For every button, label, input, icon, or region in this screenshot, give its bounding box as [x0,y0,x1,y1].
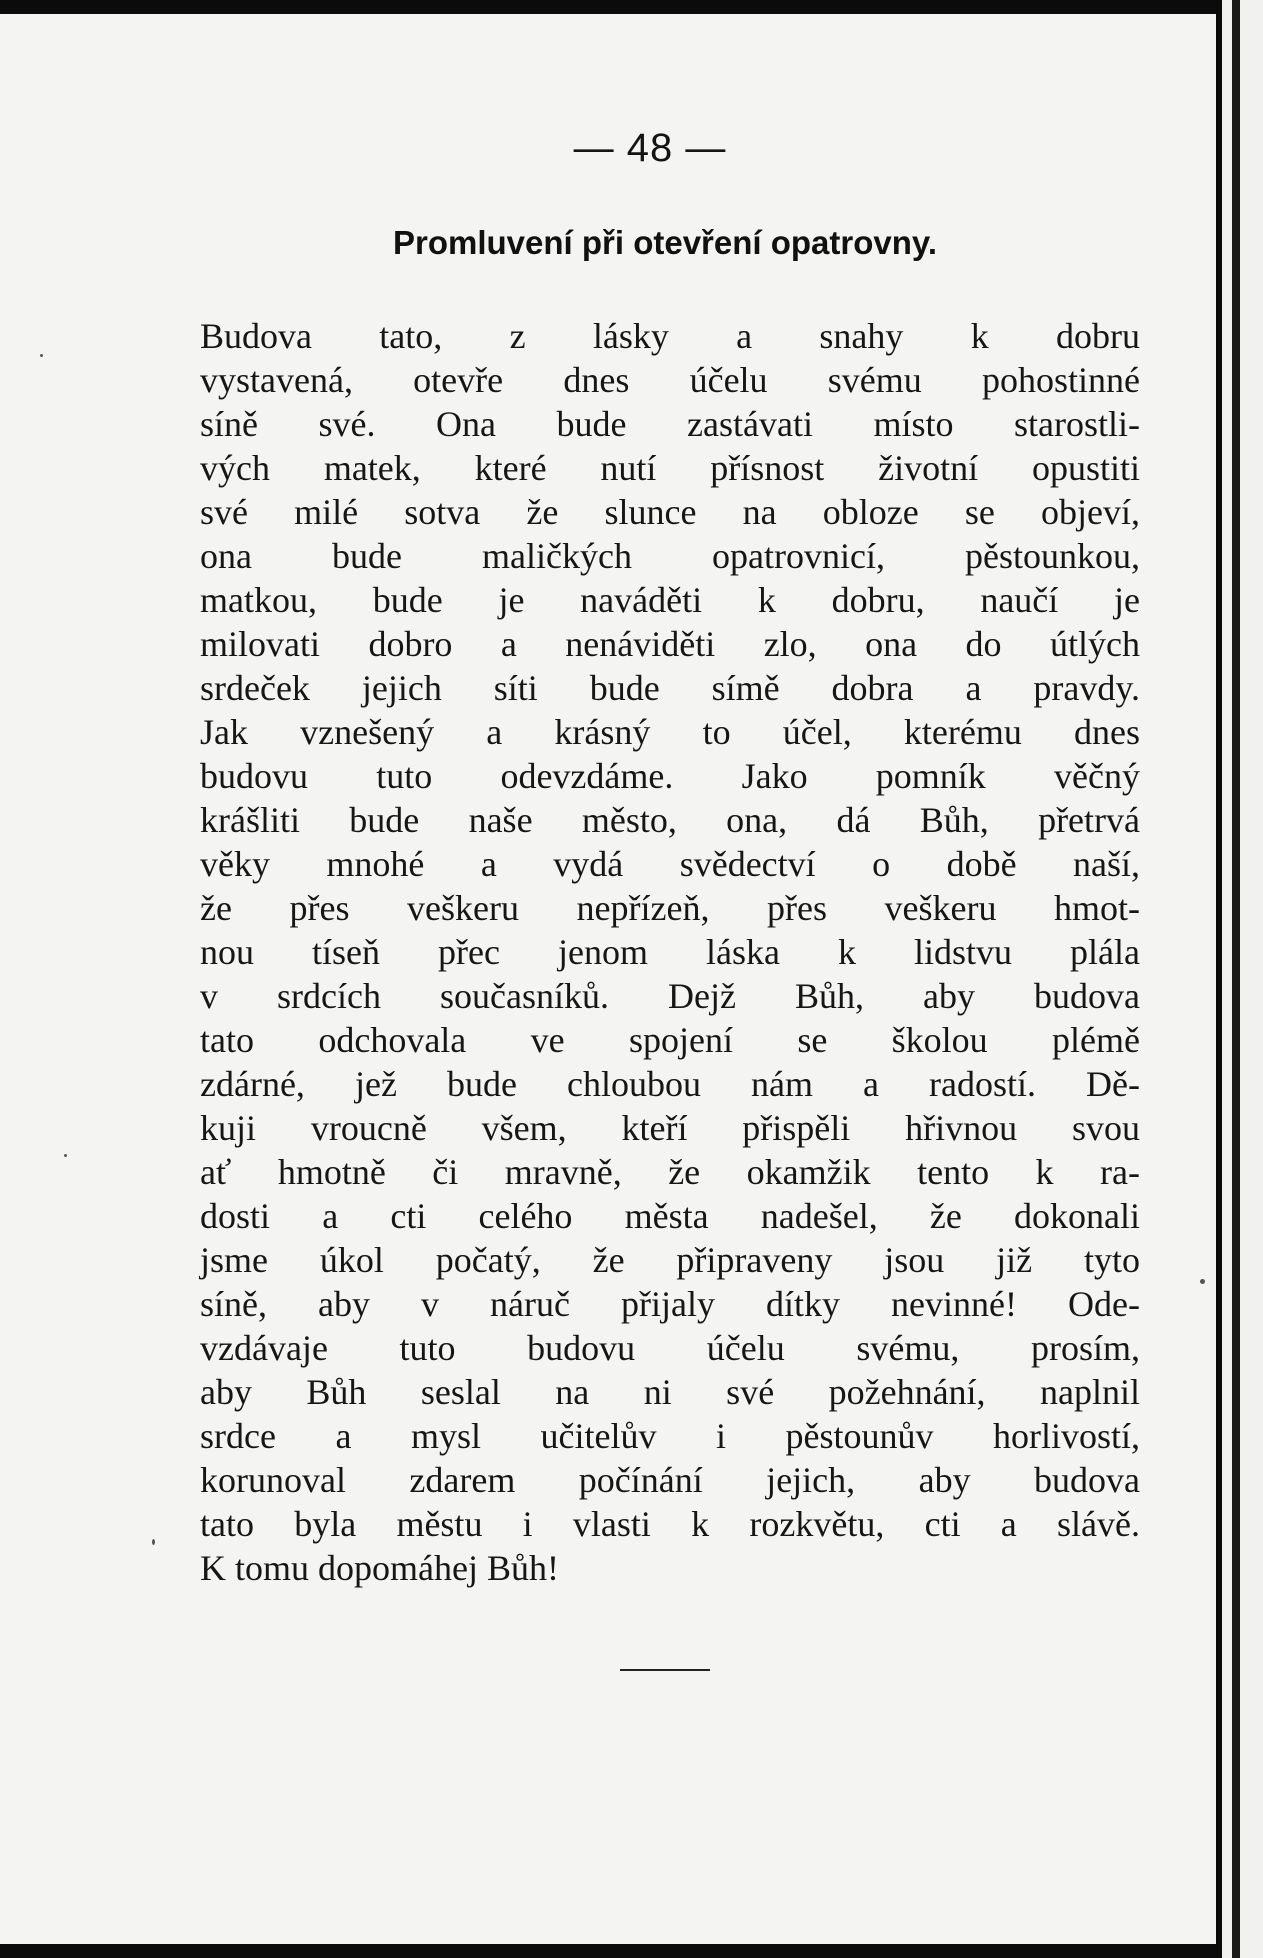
text-line: síně své. Ona bude zastávati místo starostli- [200,404,1140,444]
text-line: věky mnohé a vydá svědectví o době naší, [200,844,1140,884]
text-line: srdeček jejich síti bude símě dobra a pravdy. [200,668,1140,708]
text-line: matkou, bude je naváděti k dobru, naučí je [200,580,1140,620]
text-line: Jak vznešený a krásný to účel, kterému dnes [200,712,1140,752]
text-line: nou tíseň přec jenom láska k lidstvu plála [200,932,1140,972]
text-line: tato byla městu i vlasti k rozkvětu, cti a slávě. [200,1504,1140,1544]
paper-speck [64,1154,67,1157]
text-line: zdárné, jež bude chloubou nám a radostí. Dě- [200,1064,1140,1104]
body-text [200,314,1140,1590]
text-line: aby Bůh seslal na ni své požehnání, naplnil [200,1372,1140,1412]
page-number: — 48 — [573,126,727,170]
text-line: kuji vroucně všem, kteří přispěli hřivnou svou [200,1108,1140,1148]
paper-speck [152,1539,155,1545]
text-line: jsme úkol počatý, že připraveny jsou již tyto [200,1240,1140,1280]
text-line: v srdcích současníků. Dejž Bůh, aby budova [200,976,1140,1016]
book-page [0,14,1216,1944]
text-line: síně, aby v náruč přijaly dítky nevinné! Ode- [200,1284,1140,1324]
text-line: tato odchovala ve spojení se školou plémě [200,1020,1140,1060]
text-line: K tomu dopomáhej Bůh! [200,1548,559,1588]
text-line: srdce a mysl učitelův i pěstounův horlivostí, [200,1416,1140,1456]
section-heading: Promluvení při otevření opatrovny. [392,224,937,261]
text-line: budovu tuto odevzdáme. Jako pomník věčný [200,756,1140,796]
text-line: korunoval zdarem počínání jejich, aby budova [200,1460,1140,1500]
text-line: že přes veškeru nepřízeň, přes veškeru hmot- [200,888,1140,928]
page-edge [1222,0,1263,1958]
binding-edge [1232,0,1240,1958]
text-line: Budova tato, z lásky a snahy k dobru [200,316,1140,356]
paper-speck [1200,1279,1205,1284]
text-line: ona bude maličkých opatrovnicí, pěstounkou, [200,536,1140,576]
paper-speck [40,354,43,357]
text-line: krášliti bude naše město, ona, dá Bůh, přetrvá [200,800,1140,840]
text-line: vzdávaje tuto budovu účelu svému, prosím, [200,1328,1140,1368]
text-line: dosti a cti celého města nadešel, že dokonali [200,1196,1140,1236]
text-line: své milé sotva že slunce na obloze se objeví, [200,492,1140,532]
text-line: milovati dobro a nenáviděti zlo, ona do útlých [200,624,1140,664]
end-rule [620,1669,710,1671]
text-line: vystavená, otevře dnes účelu svému pohostinné [200,360,1140,400]
text-line: vých matek, které nutí přísnost životní opustiti [200,448,1140,488]
text-line: ať hmotně či mravně, že okamžik tento k ra- [200,1152,1140,1192]
